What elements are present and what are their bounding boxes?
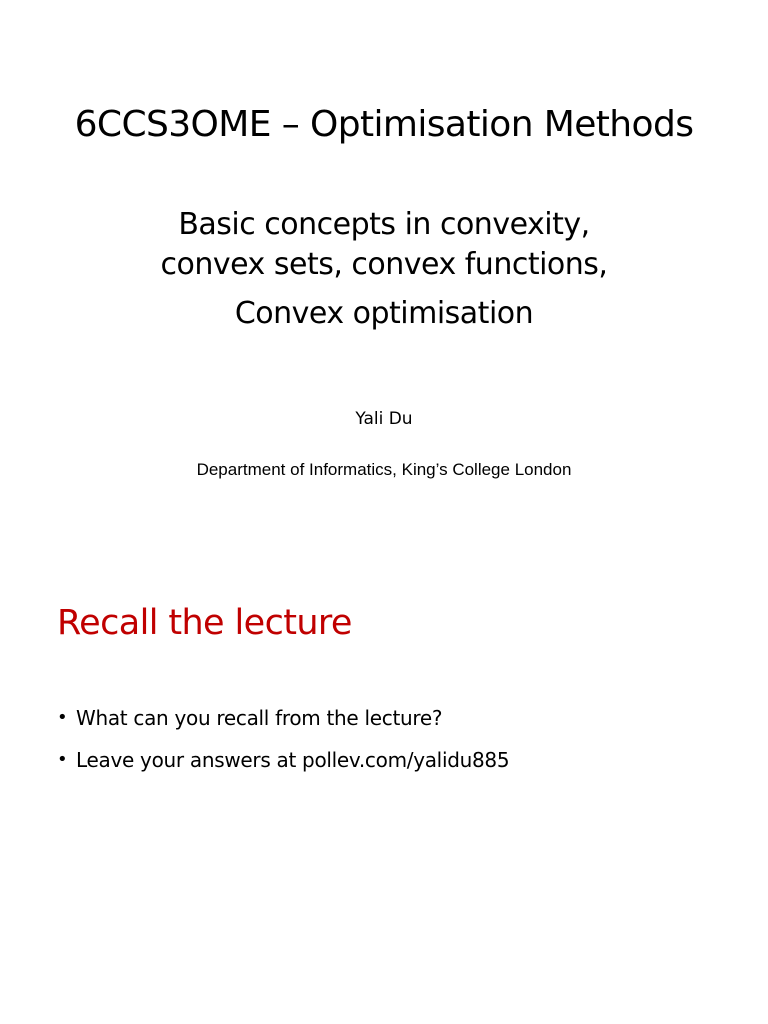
bullet-icon: • — [57, 707, 68, 728]
subtitle-line-1: Basic concepts in convexity, — [178, 207, 590, 242]
department-affiliation: Department of Informatics, King’s College London — [196, 460, 572, 479]
recall-slide — [0, 545, 768, 1024]
author-name: Yali Du — [355, 409, 413, 429]
bullet-text: What can you recall from the lecture? — [76, 706, 443, 730]
subtitle-line-3: Convex optimisation — [234, 296, 534, 331]
bullet-text: Leave your answers at pollev.com/yalidu885 — [76, 748, 510, 772]
subtitle-line-2: convex sets, convex functions, — [160, 247, 608, 282]
list-item — [57, 747, 509, 773]
bullet-list — [57, 705, 509, 789]
slide-heading: Recall the lecture — [57, 603, 352, 643]
course-title: 6CCS3OME – Optimisation Methods — [74, 104, 694, 145]
list-item — [57, 705, 509, 731]
bullet-icon: • — [57, 749, 68, 770]
